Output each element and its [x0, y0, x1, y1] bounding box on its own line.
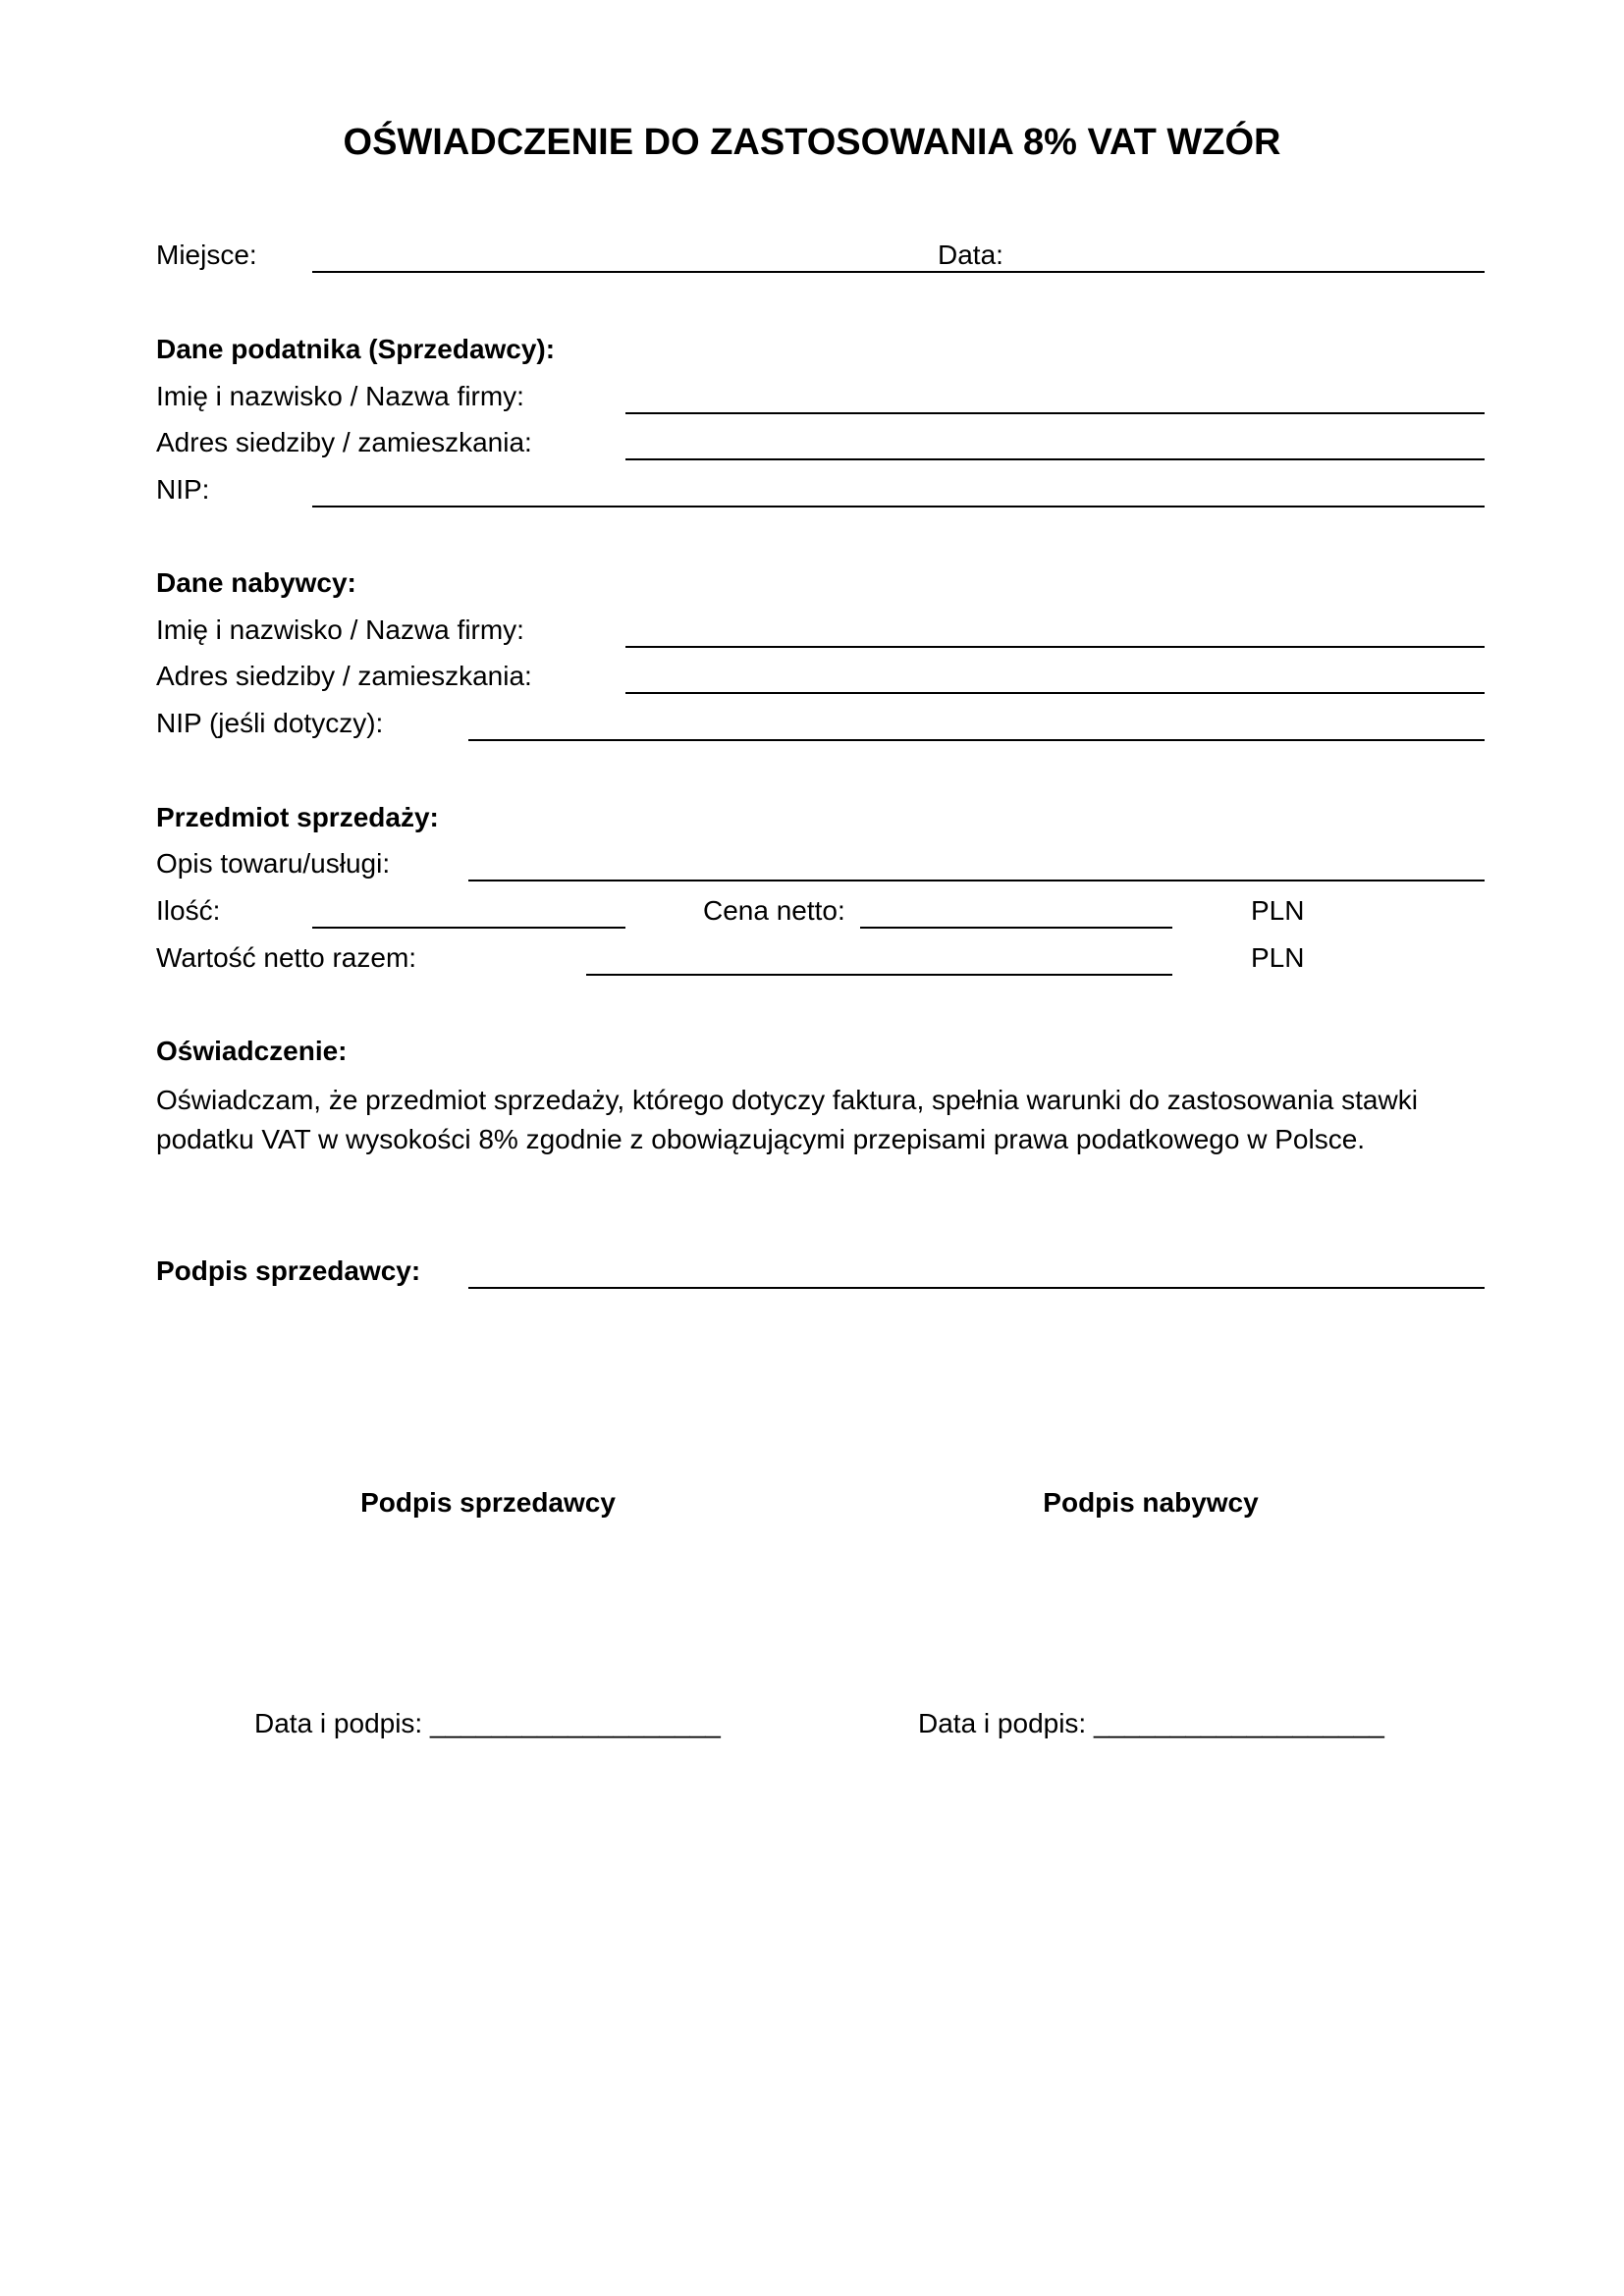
- quantity-field[interactable]: [312, 927, 625, 929]
- currency-label-total: PLN: [1251, 942, 1305, 973]
- buyer-signature-heading: Podpis nabywcy: [1043, 1487, 1259, 1518]
- total-net-label: Wartość netto razem:: [156, 942, 417, 973]
- buyer-address-label: Adres siedziby / zamieszkania:: [156, 661, 532, 691]
- place-date-field[interactable]: [312, 271, 1485, 273]
- seller-nip-label: NIP:: [156, 474, 210, 505]
- seller-name-label: Imię i nazwisko / Nazwa firmy:: [156, 381, 524, 411]
- statement-heading: Oświadczenie:: [156, 1036, 348, 1066]
- buyer-name-label: Imię i nazwisko / Nazwa firmy:: [156, 614, 524, 645]
- seller-address-label: Adres siedziby / zamieszkania:: [156, 427, 532, 457]
- description-field[interactable]: [468, 880, 1485, 881]
- document-title: OŚWIADCZENIE DO ZASTOSOWANIA 8% VAT WZÓR: [343, 122, 1281, 163]
- buyer-nip-field[interactable]: [468, 739, 1485, 741]
- total-net-field[interactable]: [586, 974, 1172, 976]
- seller-signature-label: Podpis sprzedawcy:: [156, 1255, 421, 1286]
- buyer-date-signature[interactable]: Data i podpis: ___________________: [918, 1708, 1384, 1738]
- currency-label-price: PLN: [1251, 895, 1305, 926]
- buyer-address-field[interactable]: [625, 692, 1485, 694]
- statement-text: Oświadczam, że przedmiot sprzedaży, którego dotyczy faktura, spełnia warunki do zastosowania stawki podatku VAT w wysokości 8% zgodnie z obowiązującymi przepisami prawa podatkowego w Polsce.: [156, 1085, 1418, 1154]
- quantity-label: Ilość:: [156, 895, 221, 926]
- seller-address-field[interactable]: [625, 458, 1485, 460]
- buyer-name-field[interactable]: [625, 646, 1485, 648]
- description-label: Opis towaru/usługi:: [156, 848, 391, 879]
- seller-heading: Dane podatnika (Sprzedawcy):: [156, 334, 556, 364]
- place-label: Miejsce:: [156, 240, 257, 270]
- net-price-field[interactable]: [860, 927, 1172, 929]
- seller-signature-field[interactable]: [468, 1287, 1485, 1289]
- seller-nip-field[interactable]: [312, 506, 1485, 507]
- subject-heading: Przedmiot sprzedaży:: [156, 802, 439, 832]
- buyer-nip-label: NIP (jeśli dotyczy):: [156, 708, 384, 738]
- seller-name-field[interactable]: [625, 412, 1485, 414]
- seller-date-signature[interactable]: Data i podpis: ___________________: [254, 1708, 721, 1738]
- net-price-label: Cena netto:: [703, 895, 845, 926]
- buyer-heading: Dane nabywcy:: [156, 567, 356, 598]
- seller-signature-heading: Podpis sprzedawcy: [360, 1487, 616, 1518]
- date-label: Data:: [938, 240, 1003, 270]
